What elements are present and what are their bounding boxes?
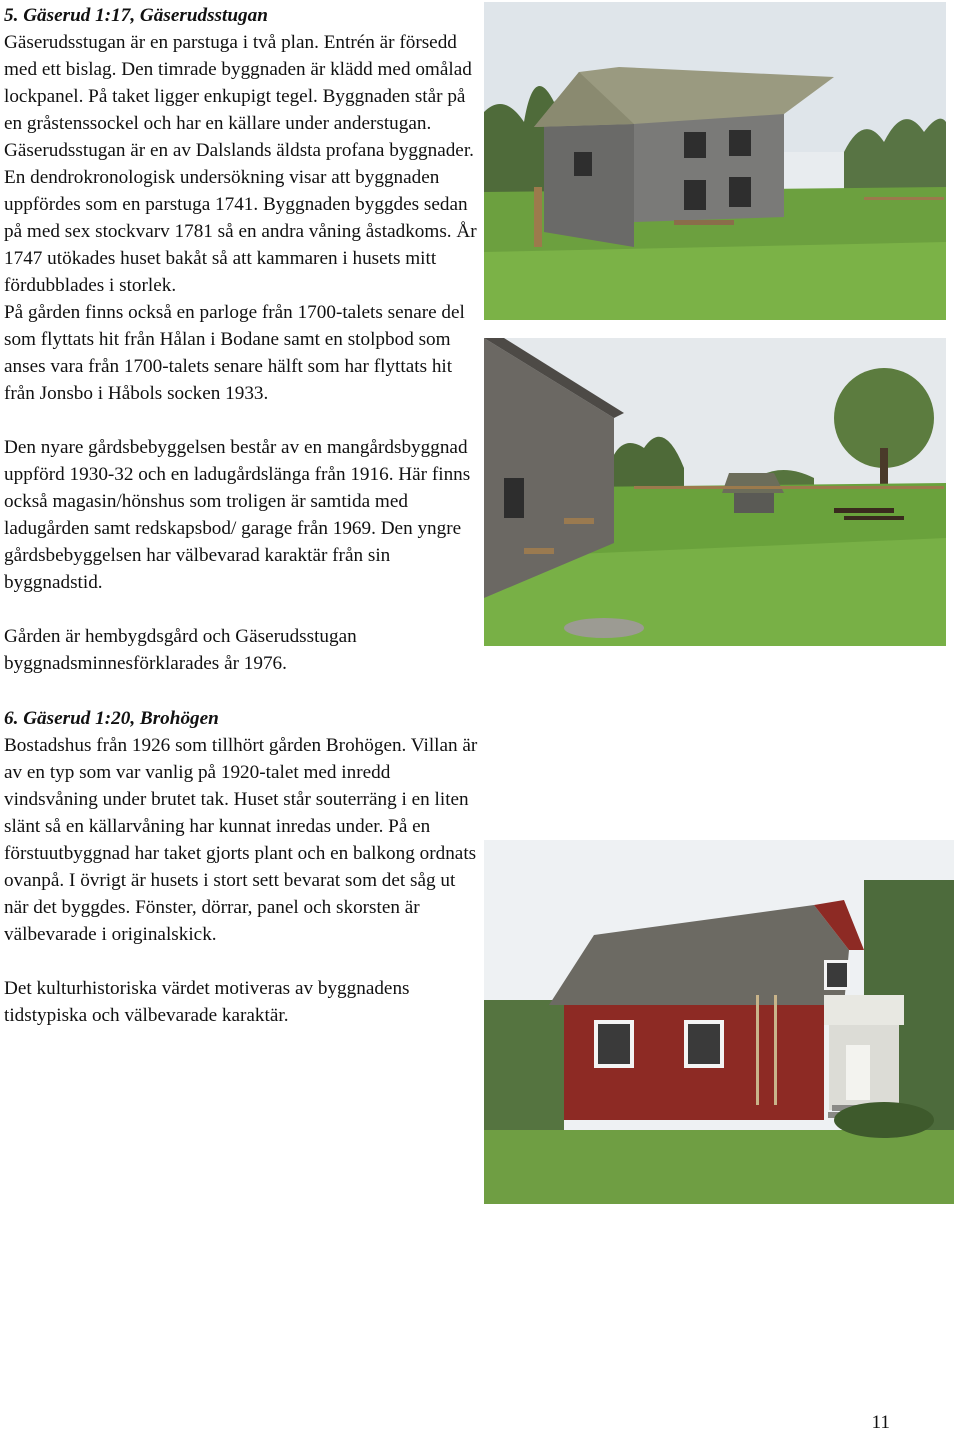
section-5-paragraph-1: Gäserudsstugan är en parstuga i två plan. Entrén är försedd med ett bislag. Den timrade byggnaden är klädd med omålad lockpanel. På taket ligger enkupigt tegel. Byggnaden står på en gråstenssockel och har en källare under anderstugan. Gäserudsstugan är en av Dalslands äldsta profana byggnader. En dendrokronologisk undersökning visar att byggnaden uppfördes som en parstuga 1741. Byggnaden byggdes sedan på med sex stockvarv 1781 så en andra våning åstadkoms. År 1747 utökades huset bakåt så att kammaren i husets mitt fördubblades i storlek. [4,32,477,296]
section-6-paragraph-1: Bostadshus från 1926 som tillhört gården Brohögen. Villan är av en typ som var vanlig på 1920-talet med inredd vindsvåning under brutet tak. Huset står souterräng i en liten slänt så en källarvåning har kunnat inredas under. På en förstuutbyggnad har taket gjorts plant och en balkong ordnats ovanpå. I övrigt är husets i stort sett bevarat som det såg ut när det byggdes. Fönster, dörrar, panel och skorsten är välbevarade i originalskick. [4,735,478,945]
section-6-heading: 6. Gäserud 1:20, Brohögen [4,708,219,729]
text-column [4,2,478,1029]
section-5-paragraph-2: På gården finns också en parloge från 1700-talets senare del som flyttats hit från Hålan i Bodane samt en stolpbod som anses vara från 1700-talets senare hälft som har flyttats hit från Jonsbo i Håbols socken 1933. [4,302,465,404]
section-5-heading: 5. Gäserud 1:17, Gäserudsstugan [4,5,268,26]
section-5-paragraph-4: Gården är hembygdsgård och Gäserudsstugan byggnadsminnesförklarades år 1976. [4,626,357,674]
photo-gaserudsstugan [484,2,946,320]
page-number: 11 [871,1412,890,1433]
section-6-paragraph-2: Det kulturhistoriska värdet motiveras av byggnadens tidstypiska och välbevarade karaktär. [4,978,410,1026]
photo-brohogen-villa [484,840,954,1204]
photo-gaserud-yard [484,338,946,646]
section-5-paragraph-3: Den nyare gårdsbebyggelsen består av en mangårdsbyggnad uppförd 1930-32 och en ladugårdslänga från 1916. Här finns också magasin/hönshus som troligen är samtida med ladugården samt redskapsbod/ garage från 1969. Den yngre gårdsbebyggelsen har välbevarad karaktär från sin byggnadstid. [4,437,471,593]
